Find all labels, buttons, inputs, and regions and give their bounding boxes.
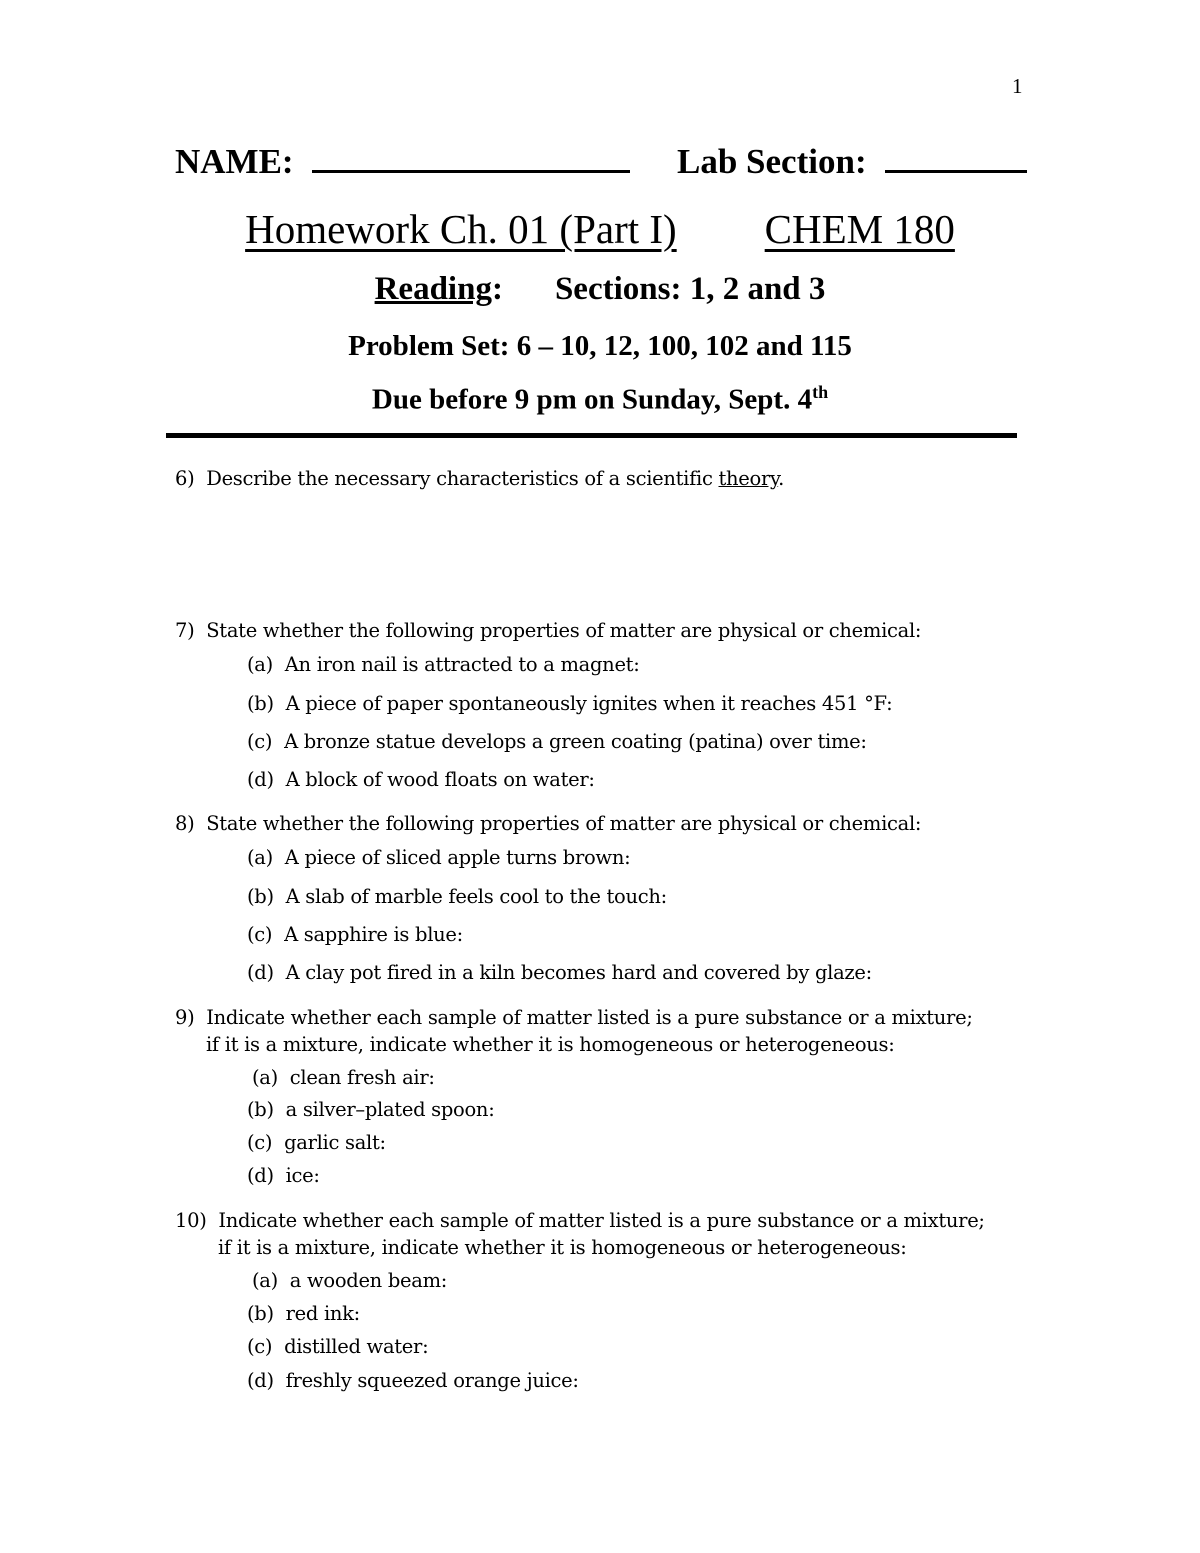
- question-10-line2: if it is a mixture, indicate whether it is homogeneous or heterogeneous:: [218, 1236, 907, 1259]
- name-label: NAME:: [175, 142, 294, 181]
- question-9-line2: if it is a mixture, indicate whether it is homogeneous or heterogeneous:: [206, 1033, 895, 1056]
- question-7b: (b) A piece of paper spontaneously ignites when it reaches 451 °F:: [247, 692, 893, 715]
- question-9c: (c) garlic salt:: [247, 1131, 386, 1154]
- page-number: 1: [1012, 74, 1023, 98]
- question-9a: (a) clean fresh air:: [252, 1066, 435, 1089]
- question-8a: (a) A piece of sliced apple turns brown:: [247, 846, 631, 869]
- question-10d: (d) freshly squeezed orange juice:: [247, 1369, 579, 1392]
- page-title: [0, 205, 1200, 253]
- due-date: Due before 9 pm on Sunday, Sept. 4th: [371, 382, 829, 416]
- question-6: 6) Describe the necessary characteristics of a scientific theory.: [175, 467, 785, 490]
- question-8c: (c) A sapphire is blue:: [247, 923, 463, 946]
- name-field[interactable]: [175, 142, 630, 182]
- question-9b: (b) a silver–plated spoon:: [247, 1098, 495, 1121]
- header-divider: [166, 433, 1017, 438]
- homework-title: Homework Ch. 01 (Part I) CHEM 180: [245, 206, 955, 252]
- reading-line: Reading: Sections: 1, 2 and 3: [374, 271, 826, 307]
- question-8b: (b) A slab of marble feels cool to the touch:: [247, 885, 667, 908]
- course-code: CHEM 180: [764, 206, 955, 252]
- question-10: 10) Indicate whether each sample of matter listed is a pure substance or a mixture;: [175, 1209, 985, 1232]
- question-8: 8) State whether the following properties of matter are physical or chemical:: [175, 812, 922, 835]
- question-7c: (c) A bronze statue develops a green coating (patina) over time:: [247, 730, 867, 753]
- question-9: 9) Indicate whether each sample of matter listed is a pure substance or a mixture;: [175, 1006, 973, 1029]
- question-9d: (d) ice:: [247, 1164, 320, 1187]
- question-7: 7) State whether the following properties of matter are physical or chemical:: [175, 619, 922, 642]
- question-10b: (b) red ink:: [247, 1302, 360, 1325]
- problem-set: Problem Set: 6 – 10, 12, 100, 102 and 115: [348, 330, 852, 362]
- name-blank[interactable]: [312, 169, 630, 173]
- question-7d: (d) A block of wood floats on water:: [247, 768, 595, 791]
- lab-section-label: Lab Section:: [677, 142, 867, 181]
- question-7a: (a) An iron nail is attracted to a magnet:: [247, 653, 640, 676]
- question-10c: (c) distilled water:: [247, 1335, 429, 1358]
- theory-term: theory: [718, 467, 779, 490]
- question-8d: (d) A clay pot fired in a kiln becomes hard and covered by glaze:: [247, 961, 872, 984]
- lab-section-field[interactable]: [677, 142, 1027, 182]
- question-10a: (a) a wooden beam:: [252, 1269, 448, 1292]
- reading-label: Reading: [374, 271, 492, 307]
- reading-sections: Sections: 1, 2 and 3: [554, 271, 826, 307]
- lab-section-blank[interactable]: [885, 169, 1027, 173]
